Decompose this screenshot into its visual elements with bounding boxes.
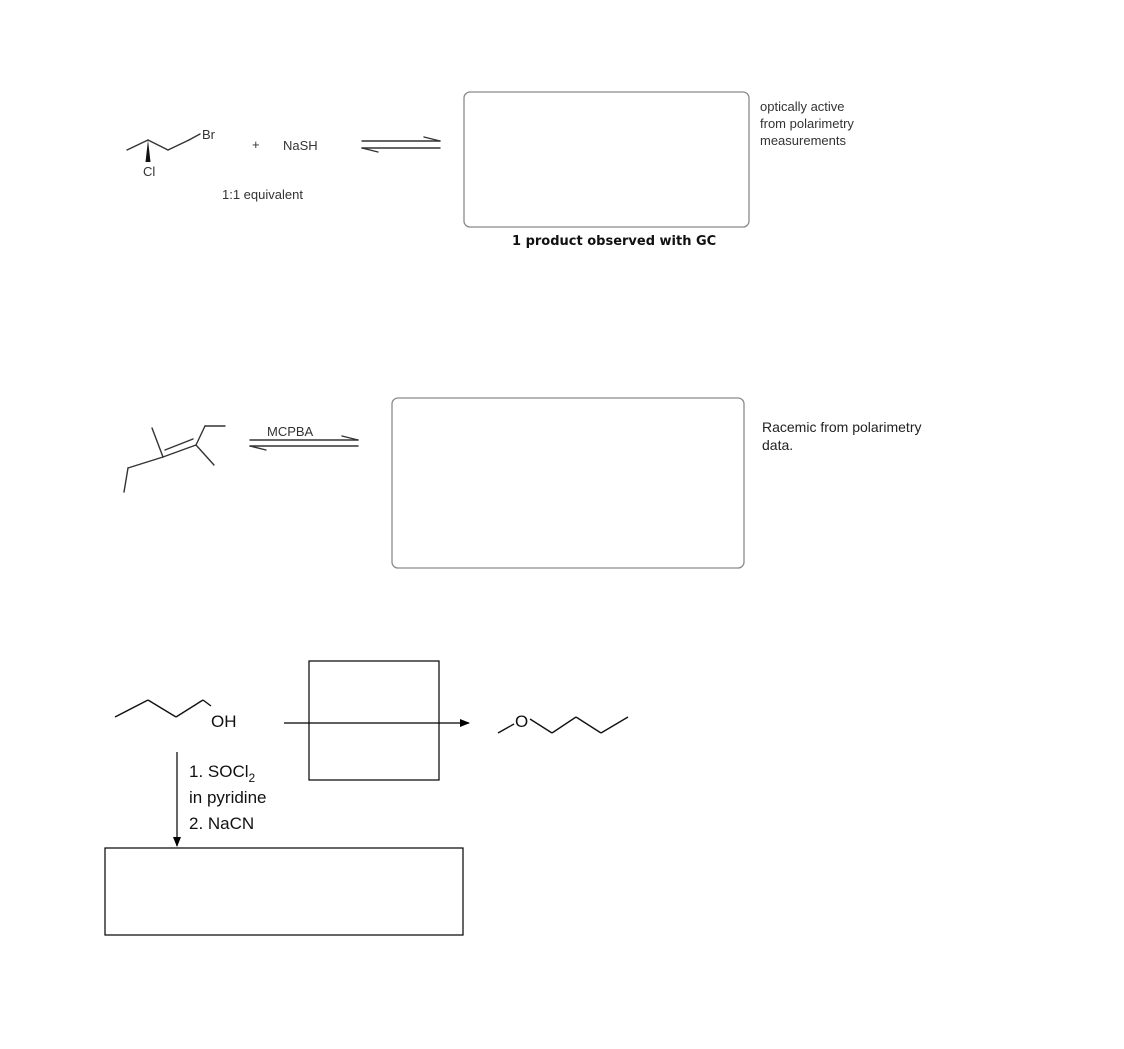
wedge-bond: [146, 140, 151, 162]
equivalents-label: 1:1 equivalent: [222, 187, 303, 202]
step-2-label: 2. NaCN: [189, 814, 255, 833]
reagent-answer-box[interactable]: [309, 661, 439, 780]
step-1-text: 1. SOCl: [189, 762, 249, 781]
plus-sign: +: [252, 137, 260, 152]
reaction-3: [105, 661, 628, 935]
hydroxyl-label: OH: [211, 712, 237, 731]
polarimetry-note: [760, 99, 858, 148]
reactant-3-chloro-1-bromobutane-structure: [127, 127, 216, 179]
reagent-label: MCPBA: [267, 424, 314, 439]
step-1-subscript: 2: [248, 771, 256, 785]
racemic-note: [762, 419, 925, 453]
note-line: measurements: [760, 133, 846, 148]
gc-caption: 1 product observed with GC: [512, 234, 717, 249]
note-line: data.: [762, 437, 794, 453]
note-line: from polarimetry: [760, 116, 854, 131]
note-line: Racemic from polarimetry: [762, 419, 922, 435]
answer-box-1[interactable]: [464, 92, 749, 227]
product-answer-box[interactable]: [105, 848, 463, 935]
note-line: optically active: [760, 99, 845, 114]
equilibrium-arrow: [362, 137, 440, 152]
reactant-alkene-structure: [124, 426, 225, 492]
reagent-label: NaSH: [283, 138, 318, 153]
step-1-solvent: in pyridine: [189, 788, 267, 807]
chlorine-label: Cl: [143, 164, 156, 179]
oxygen-label: O: [515, 712, 529, 731]
bromine-label: Br: [202, 127, 215, 142]
product-butyl-methyl-ether-structure: [498, 712, 628, 733]
reactant-butanol-structure: [115, 700, 237, 731]
answer-box-2[interactable]: [392, 398, 744, 568]
reaction-1: [127, 92, 858, 249]
reaction-2: [124, 398, 925, 568]
step-1-label: [189, 762, 256, 785]
